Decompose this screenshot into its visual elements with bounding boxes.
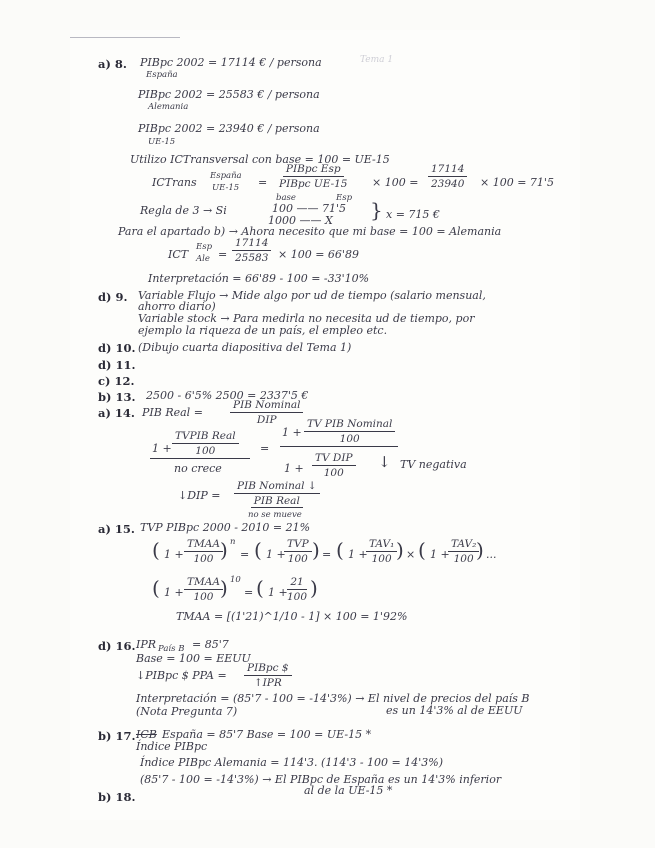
question-9-label: d) 9. — [98, 290, 128, 304]
q8-ict2: ICT — [168, 248, 189, 261]
q8-apartado: Para el apartado b) → Ahora necesito que mi base = 100 = Alemania — [118, 225, 502, 238]
q14-frac-tvn-num: TV PIB Nominal — [304, 418, 395, 432]
q14-frac-dip-num: PIB Nominal ↓ — [234, 480, 320, 494]
question-13-label: b) 13. — [98, 390, 136, 404]
q15-frac-tvp — [284, 538, 312, 565]
q14-frac-tvn-den: 100 — [339, 433, 360, 445]
q14-big-den-pre: 1 + — [284, 462, 304, 475]
q15-frac-tav1 — [366, 538, 397, 565]
q15-frac-21-den: 100 — [287, 591, 308, 603]
q15-eq-3: = — [244, 586, 254, 599]
q14-no-se-mueve: no se mueve — [248, 510, 302, 520]
q8-result-1: × 100 = 71'5 — [480, 176, 554, 189]
q15-paren-3-close: ) — [396, 538, 404, 562]
q16-frac — [244, 662, 292, 689]
q16-interpretation: Interpretación = (85'7 - 100 = -14'3%) → El nivel de precios del país B — [136, 692, 530, 705]
q8-line-3: PIBpc 2002 = 23940 € / persona — [138, 122, 320, 135]
q15-dots: ... — [486, 548, 497, 561]
q8-line-1-sub: España — [146, 70, 178, 80]
q8-ict-sup: España — [210, 171, 242, 181]
q15-paren-1: ( — [152, 538, 160, 562]
q15-one-4: 1 + — [430, 548, 450, 561]
q15-frac-21 — [284, 576, 310, 603]
q9-line-1: Variable Flujo → Mide algo por ud de tiempo (salario mensual, — [138, 289, 486, 302]
q16-pibpc-ppa: ↓PIBpc $ PPA = — [136, 669, 227, 682]
q8-frac-2-den: 23940 — [431, 178, 465, 190]
q15-paren-2: ( — [254, 538, 262, 562]
q15-paren-4: ( — [418, 538, 426, 562]
q15-paren-4-close: ) — [476, 538, 484, 562]
q15-times: × — [406, 548, 416, 561]
q15-frac-tav1-den: 100 — [371, 553, 392, 565]
q16-ipr: IPR — [136, 638, 157, 651]
q15-frac-tvp-num: TVP — [284, 538, 312, 552]
q15-one-2: 1 + — [266, 548, 286, 561]
q17-line-2: Índice PIBpc — [136, 740, 208, 753]
q15-frac-tmaa-2 — [184, 576, 223, 603]
q8-esp-word: Esp — [336, 193, 353, 203]
q15-frac-tav1-num: TAV₁ — [366, 538, 397, 552]
q14-one-plus: 1 + — [152, 442, 172, 455]
q15-frac-21-num: 21 — [287, 576, 306, 590]
q10-text: (Dibujo cuarta diapositiva del Tema 1) — [138, 341, 352, 354]
q14-frac-tvd-den: 100 — [323, 467, 344, 479]
q8-frac-1 — [276, 163, 351, 190]
q8-rule-result: x = 715 € — [386, 208, 440, 221]
q14-frac-pib-real-num: PIB Nominal — [230, 399, 303, 413]
q15-exponent-10: 10 — [230, 575, 241, 585]
q14-pib-real: PIB Real = — [142, 406, 203, 419]
q15-frac-tmaa-1-num: TMAA — [184, 538, 223, 552]
question-18-label: b) 18. — [98, 790, 136, 804]
q15-eq-1: = — [240, 548, 250, 561]
q8-brace: } — [370, 198, 383, 222]
q15-frac-tmaa-1 — [184, 538, 223, 565]
q8-line-3-sub: UE-15 — [148, 137, 176, 147]
q8-ict: ICTrans — [152, 176, 197, 189]
q15-frac-tav2-den: 100 — [453, 553, 474, 565]
q15-frac-tmaa-2-num: TMAA — [184, 576, 223, 590]
q15-one-1: 1 + — [164, 548, 184, 561]
q14-frac-pib-real — [230, 399, 303, 426]
question-8-label: a) 8. — [98, 57, 127, 71]
q15-one-5: 1 + — [164, 586, 184, 599]
q14-frac-dip-den: PIB Real — [251, 494, 303, 508]
q8-eq-2: = — [218, 248, 228, 261]
q13-text: 2500 - 6'5% 2500 = 2337'5 € — [146, 389, 309, 402]
q17-line-1: España = 85'7 Base = 100 = UE-15 * — [162, 728, 372, 741]
q8-frac-1-num: PIBpc Esp — [283, 163, 344, 177]
q9-line-2: ahorro diario) — [138, 300, 216, 313]
q8-result-2: × 100 = 66'89 — [278, 248, 359, 261]
q14-big-num-pre: 1 + — [282, 426, 302, 439]
q14-frac-tvr-den: 100 — [195, 445, 216, 457]
question-14-label: a) 14. — [98, 406, 135, 420]
q8-frac-3 — [232, 237, 271, 264]
q14-frac-dip — [234, 480, 320, 508]
q8-rule-row-2: 1000 —— X — [268, 214, 333, 227]
q15-paren-5-close: ) — [220, 576, 228, 600]
q15-paren-1-close: ) — [220, 538, 228, 562]
q15-frac-tav2 — [448, 538, 479, 565]
q14-frac-tvn — [304, 418, 395, 445]
q15-eq-2: = — [322, 548, 332, 561]
question-10-label: d) 10. — [98, 341, 136, 355]
q14-frac-tvd — [312, 452, 356, 479]
q15-exponent-n: n — [230, 537, 236, 547]
q14-frac-tvd-num: TV DIP — [312, 452, 356, 466]
q15-paren-6: ( — [256, 576, 264, 600]
q8-line-2: PIBpc 2002 = 25583 € / persona — [138, 88, 320, 101]
bleed-through-text: Tema 1 — [360, 55, 394, 65]
q14-underline — [150, 458, 250, 459]
page-top-line — [70, 37, 180, 38]
q15-frac-tvp-den: 100 — [287, 553, 308, 565]
q14-frac-tvr — [172, 430, 239, 457]
q15-tmaa-result: TMAA = [(1'21)^1/10 - 1] × 100 = 1'92% — [176, 610, 408, 623]
q15-one-3: 1 + — [348, 548, 368, 561]
q8-rule-3: Regla de 3 → Si — [140, 204, 227, 217]
q14-eq: = — [260, 442, 270, 455]
q15-paren-5: ( — [152, 576, 160, 600]
q8-frac-2 — [428, 163, 467, 190]
q15-paren-2-close: ) — [312, 538, 320, 562]
q8-base-word: base — [276, 193, 296, 203]
q16-note: (Nota Pregunta 7) — [136, 705, 238, 718]
q14-no-crece: no crece — [174, 462, 222, 475]
q15-frac-tmaa-2-den: 100 — [193, 591, 214, 603]
q17-line-4: (85'7 - 100 = -14'3%) → El PIBpc de España es un 14'3% inferior — [140, 773, 502, 786]
q15-line-1: TVP PIBpc 2000 - 2010 = 21% — [140, 521, 311, 534]
q16-ipr-value: = 85'7 — [192, 638, 229, 651]
question-15-label: a) 15. — [98, 522, 135, 536]
q14-main-frac-bar — [280, 446, 398, 447]
q14-tv-negativa: TV negativa — [400, 458, 467, 471]
q14-frac-tvr-num: TVPIB Real — [172, 430, 239, 444]
q16-continuation: es un 14'3% al de EEUU — [386, 704, 523, 717]
question-16-label: d) 16. — [98, 639, 136, 653]
q8-frac-3-den: 25583 — [235, 252, 269, 264]
q15-frac-tmaa-1-den: 100 — [193, 553, 214, 565]
q8-rule-row-1: 100 —— 71'5 — [272, 202, 347, 215]
q16-base: Base = 100 = EEUU — [136, 652, 251, 665]
question-11-label: d) 11. — [98, 358, 136, 372]
q16-frac-den: ↑IPR — [253, 677, 282, 689]
q9-line-4: ejemplo la riqueza de un país, el empleo etc. — [138, 324, 388, 337]
q14-down-arrow: ↓ — [378, 453, 391, 471]
q15-frac-tav2-num: TAV₂ — [448, 538, 479, 552]
q8-interpretation: Interpretación = 66'89 - 100 = -33'10% — [148, 272, 370, 285]
q9-line-3: Variable stock → Para medirla no necesita ud de tiempo, por — [138, 312, 475, 325]
q15-paren-3: ( — [336, 538, 344, 562]
q8-times-100: × 100 = — [372, 176, 419, 189]
q17-line-3: Índice PIBpc Alemania = 114'3. (114'3 - 100 = 14'3%) — [140, 756, 444, 769]
question-12-label: c) 12. — [98, 374, 135, 388]
q8-line-2-sub: Alemania — [148, 102, 189, 112]
q14-frac-pib-real-den: DIP — [256, 414, 277, 426]
question-17-label: b) 17. — [98, 729, 136, 743]
q8-ict-sub: UE-15 — [212, 183, 240, 193]
q14-dip: ↓DIP = — [178, 489, 221, 502]
q16-ipr-sub: País B — [158, 644, 185, 654]
q8-frac-2-num: 17114 — [428, 163, 467, 177]
q17-line-5: al de la UE-15 * — [304, 784, 393, 797]
q8-line-1: PIBpc 2002 = 17114 € / persona — [140, 56, 322, 69]
q8-eq: = — [258, 176, 268, 189]
q16-frac-num: PIBpc $ — [244, 662, 292, 676]
q8-frac-3-num: 17114 — [232, 237, 271, 251]
q8-ict2-sup: Esp — [196, 242, 213, 252]
q15-one-6: 1 + — [268, 586, 288, 599]
q15-paren-6-close: ) — [310, 576, 318, 600]
q8-line-4: Utilizo ICTransversal con base = 100 = UE-15 — [130, 153, 390, 166]
q8-ict2-sub: Ale — [196, 254, 210, 264]
q8-frac-1-den: PIBpc UE-15 — [279, 178, 348, 190]
q17-struck-word: ICB — [136, 728, 157, 741]
